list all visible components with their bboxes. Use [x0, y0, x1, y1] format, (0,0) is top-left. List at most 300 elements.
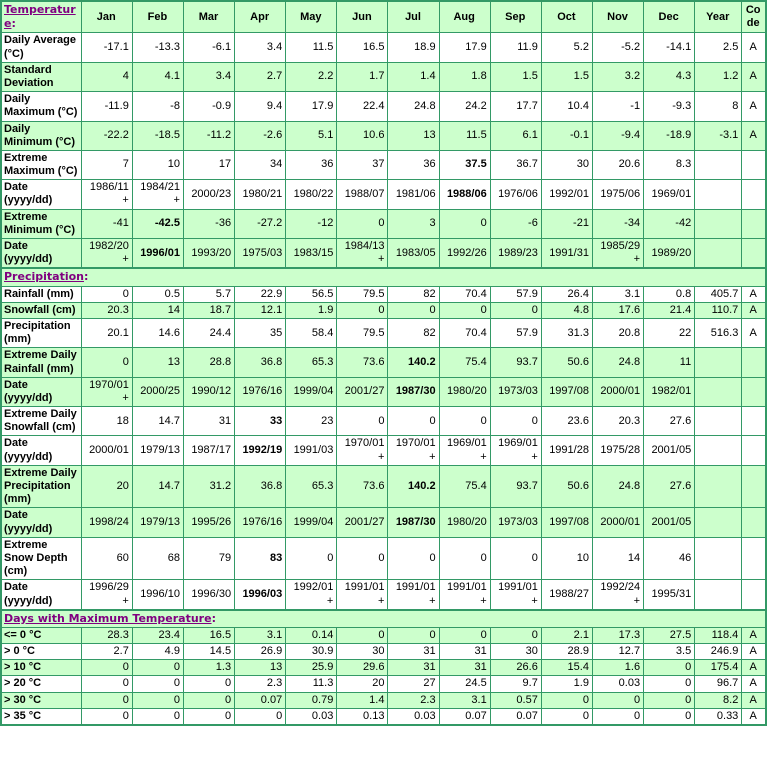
data-cell: 11.3	[286, 676, 337, 692]
data-cell: 35	[235, 318, 286, 347]
data-cell: 26.4	[541, 286, 592, 302]
data-cell: 31.3	[541, 318, 592, 347]
row-label: > 35 °C	[1, 708, 81, 725]
data-cell: 0	[81, 660, 132, 676]
data-cell: -11.9	[81, 92, 132, 121]
data-cell: 8	[695, 92, 742, 121]
table-row	[1, 627, 766, 643]
data-cell: 11.5	[286, 33, 337, 62]
row-label: Extreme Minimum (°C)	[1, 209, 81, 238]
row-label: Rainfall (mm)	[1, 286, 81, 302]
section-title-precipitation[interactable]: Precipitation	[4, 270, 84, 284]
data-cell: 22	[644, 318, 695, 347]
data-cell: 3	[388, 209, 439, 238]
data-cell: 0	[439, 407, 490, 436]
data-cell: 1991/28	[541, 436, 592, 465]
data-cell: 12.7	[592, 644, 643, 660]
row-label: Daily Minimum (°C)	[1, 121, 81, 150]
column-header-sep: Sep	[490, 1, 541, 33]
data-cell: 1992/19	[235, 436, 286, 465]
code-cell	[742, 239, 766, 269]
data-cell: 68	[132, 537, 183, 580]
section-title-days-with-maximum-temperature[interactable]: Days with Maximum Temperature	[4, 611, 212, 625]
data-cell: -42	[644, 209, 695, 238]
data-cell: 140.2	[388, 465, 439, 508]
data-cell: 24.5	[439, 676, 490, 692]
table-row	[1, 209, 766, 238]
data-cell: 1996/30	[183, 580, 234, 610]
data-cell: 9.4	[235, 92, 286, 121]
data-cell: 1979/13	[132, 436, 183, 465]
data-cell: 1985/29+	[592, 239, 643, 269]
code-cell: A	[742, 62, 766, 91]
data-cell: 18.9	[388, 33, 439, 62]
data-cell: 1987/17	[183, 436, 234, 465]
code-cell	[742, 209, 766, 238]
table-row	[1, 180, 766, 209]
row-label: Precipitation (mm)	[1, 318, 81, 347]
data-cell: 1988/07	[337, 180, 388, 209]
data-cell	[695, 537, 742, 580]
data-cell: 23.4	[132, 627, 183, 643]
table-row	[1, 708, 766, 725]
data-cell: 10.6	[337, 121, 388, 150]
code-cell: A	[742, 318, 766, 347]
data-cell	[695, 407, 742, 436]
data-cell: 0	[235, 708, 286, 725]
data-cell: 37	[337, 150, 388, 179]
data-cell: 0	[81, 708, 132, 725]
data-cell: 2.2	[286, 62, 337, 91]
data-cell: 1997/08	[541, 508, 592, 537]
data-cell: 405.7	[695, 286, 742, 302]
data-cell: 5.2	[541, 33, 592, 62]
data-cell: 0	[439, 302, 490, 318]
data-cell: -9.4	[592, 121, 643, 150]
section-header-row	[1, 1, 766, 33]
data-cell: 24.8	[592, 465, 643, 508]
data-cell: 1991/01+	[490, 580, 541, 610]
data-cell: 1993/20	[183, 239, 234, 269]
code-cell: A	[742, 33, 766, 62]
row-label: > 20 °C	[1, 676, 81, 692]
data-cell: -9.3	[644, 92, 695, 121]
code-cell: A	[742, 692, 766, 708]
data-cell: -22.2	[81, 121, 132, 150]
data-cell: 0	[337, 537, 388, 580]
data-cell: 2000/01	[592, 508, 643, 537]
data-cell: -14.1	[644, 33, 695, 62]
data-cell: 1982/20+	[81, 239, 132, 269]
data-cell: 17.9	[286, 92, 337, 121]
data-cell: 0	[183, 692, 234, 708]
data-cell: 118.4	[695, 627, 742, 643]
data-cell: 0	[286, 537, 337, 580]
data-cell: 93.7	[490, 465, 541, 508]
data-cell: 1988/27	[541, 580, 592, 610]
data-cell: 65.3	[286, 348, 337, 377]
data-cell: 73.6	[337, 348, 388, 377]
data-cell: 30.9	[286, 644, 337, 660]
table-row	[1, 436, 766, 465]
column-header-mar: Mar	[183, 1, 234, 33]
data-cell: 20.3	[81, 302, 132, 318]
data-cell: 0.5	[132, 286, 183, 302]
data-cell: 2001/27	[337, 508, 388, 537]
data-cell: 110.7	[695, 302, 742, 318]
data-cell: -11.2	[183, 121, 234, 150]
code-cell	[742, 465, 766, 508]
data-cell: 75.4	[439, 348, 490, 377]
data-cell: 58.4	[286, 318, 337, 347]
section-title-colon: :	[211, 611, 216, 625]
table-row	[1, 286, 766, 302]
column-header-year: Year	[695, 1, 742, 33]
data-cell: 1987/30	[388, 377, 439, 406]
data-cell	[695, 580, 742, 610]
data-cell: 1991/01+	[439, 580, 490, 610]
data-cell: 0	[183, 708, 234, 725]
data-cell: 17.7	[490, 92, 541, 121]
data-cell: 4.3	[644, 62, 695, 91]
data-cell: 29.6	[337, 660, 388, 676]
section-title-cell	[1, 268, 766, 286]
data-cell: -6.1	[183, 33, 234, 62]
data-cell: 16.5	[337, 33, 388, 62]
data-cell: 56.5	[286, 286, 337, 302]
data-cell: 2000/23	[183, 180, 234, 209]
section-header-row	[1, 610, 766, 628]
data-cell: 0	[592, 692, 643, 708]
data-cell	[695, 150, 742, 179]
data-cell: 36	[286, 150, 337, 179]
column-header-code: Code	[742, 1, 766, 33]
data-cell: 70.4	[439, 286, 490, 302]
data-cell: 11	[644, 348, 695, 377]
data-cell: 0	[541, 692, 592, 708]
data-cell: -18.9	[644, 121, 695, 150]
data-cell: 1.4	[388, 62, 439, 91]
data-cell: 0	[81, 286, 132, 302]
row-label: > 0 °C	[1, 644, 81, 660]
data-cell: 20	[337, 676, 388, 692]
table-row	[1, 318, 766, 347]
data-cell: 1976/06	[490, 180, 541, 209]
row-label: Daily Maximum (°C)	[1, 92, 81, 121]
data-cell: -8	[132, 92, 183, 121]
data-cell: 3.2	[592, 62, 643, 91]
column-header-jan: Jan	[81, 1, 132, 33]
data-cell: 20.6	[592, 150, 643, 179]
data-cell: 3.1	[235, 627, 286, 643]
data-cell: 79.5	[337, 318, 388, 347]
data-cell: 2001/05	[644, 508, 695, 537]
row-label: Snowfall (cm)	[1, 302, 81, 318]
data-cell: 5.1	[286, 121, 337, 150]
data-cell: 2001/27	[337, 377, 388, 406]
row-label: Extreme Daily Precipitation (mm)	[1, 465, 81, 508]
data-cell: 10.4	[541, 92, 592, 121]
data-cell: 1.4	[337, 692, 388, 708]
row-label: Date (yyyy/dd)	[1, 377, 81, 406]
data-cell: 24.8	[388, 92, 439, 121]
data-cell: 0	[337, 407, 388, 436]
data-cell: 1995/26	[183, 508, 234, 537]
table-row	[1, 302, 766, 318]
column-header-nov: Nov	[592, 1, 643, 33]
data-cell: 1.3	[183, 660, 234, 676]
section-header-row	[1, 268, 766, 286]
data-cell: 5.7	[183, 286, 234, 302]
table-row	[1, 62, 766, 91]
data-cell: 2.1	[541, 627, 592, 643]
table-row	[1, 121, 766, 150]
data-cell: 1989/23	[490, 239, 541, 269]
data-cell: 1999/04	[286, 377, 337, 406]
code-cell: A	[742, 286, 766, 302]
data-cell: 1992/01+	[286, 580, 337, 610]
row-label: Standard Deviation	[1, 62, 81, 91]
data-cell: 1998/24	[81, 508, 132, 537]
data-cell: 18	[81, 407, 132, 436]
data-cell: 96.7	[695, 676, 742, 692]
data-cell: 2.3	[235, 676, 286, 692]
data-cell: 57.9	[490, 286, 541, 302]
data-cell: 1988/06	[439, 180, 490, 209]
data-cell: 0	[81, 676, 132, 692]
data-cell: 1996/10	[132, 580, 183, 610]
data-cell: -17.1	[81, 33, 132, 62]
data-cell: -6	[490, 209, 541, 238]
row-label: Date (yyyy/dd)	[1, 508, 81, 537]
data-cell: 46	[644, 537, 695, 580]
data-cell: 27.5	[644, 627, 695, 643]
data-cell: 1.8	[439, 62, 490, 91]
data-cell: 36.8	[235, 348, 286, 377]
data-cell: 0.33	[695, 708, 742, 725]
data-cell: 0	[81, 692, 132, 708]
row-label: Extreme Maximum (°C)	[1, 150, 81, 179]
data-cell: 14.7	[132, 465, 183, 508]
data-cell	[695, 180, 742, 209]
data-cell: 516.3	[695, 318, 742, 347]
row-label: Extreme Daily Snowfall (cm)	[1, 407, 81, 436]
table-row	[1, 537, 766, 580]
data-cell: 1992/26	[439, 239, 490, 269]
data-cell: 13	[235, 660, 286, 676]
data-cell: 17.6	[592, 302, 643, 318]
data-cell: 3.1	[592, 286, 643, 302]
data-cell: -27.2	[235, 209, 286, 238]
code-cell: A	[742, 660, 766, 676]
data-cell: 9.7	[490, 676, 541, 692]
data-cell: 23	[286, 407, 337, 436]
data-cell: 0	[644, 708, 695, 725]
table-row	[1, 508, 766, 537]
column-header-jun: Jun	[337, 1, 388, 33]
data-cell: 1.7	[337, 62, 388, 91]
data-cell	[695, 209, 742, 238]
data-cell: 20	[81, 465, 132, 508]
data-cell: 0	[81, 348, 132, 377]
data-cell: 2.7	[235, 62, 286, 91]
data-cell: 7	[81, 150, 132, 179]
table-row	[1, 348, 766, 377]
data-cell: 31.2	[183, 465, 234, 508]
data-cell	[695, 465, 742, 508]
data-cell: 1975/28	[592, 436, 643, 465]
row-label: Daily Average (°C)	[1, 33, 81, 62]
data-cell: 31	[388, 644, 439, 660]
code-cell: A	[742, 676, 766, 692]
data-cell: 24.8	[592, 348, 643, 377]
data-cell: 1969/01+	[439, 436, 490, 465]
data-cell: 30	[541, 150, 592, 179]
data-cell: 1.9	[541, 676, 592, 692]
row-label: Date (yyyy/dd)	[1, 580, 81, 610]
data-cell: 82	[388, 286, 439, 302]
data-cell: 26.6	[490, 660, 541, 676]
data-cell: -36	[183, 209, 234, 238]
data-cell: -18.5	[132, 121, 183, 150]
data-cell: 31	[183, 407, 234, 436]
data-cell: -21	[541, 209, 592, 238]
data-cell: 31	[388, 660, 439, 676]
data-cell: 1982/01	[644, 377, 695, 406]
row-label: Extreme Daily Rainfall (mm)	[1, 348, 81, 377]
column-header-oct: Oct	[541, 1, 592, 33]
data-cell: 3.5	[644, 644, 695, 660]
data-cell: 11.9	[490, 33, 541, 62]
data-cell: 4	[81, 62, 132, 91]
data-cell: 3.4	[183, 62, 234, 91]
data-cell: -1	[592, 92, 643, 121]
data-cell: 1995/31	[644, 580, 695, 610]
data-cell: 0	[490, 407, 541, 436]
data-cell: 1999/04	[286, 508, 337, 537]
data-cell: 1973/03	[490, 508, 541, 537]
code-cell: A	[742, 627, 766, 643]
section-title-colon: :	[11, 17, 16, 31]
data-cell: -41	[81, 209, 132, 238]
data-cell: 75.4	[439, 465, 490, 508]
data-cell: 0	[388, 537, 439, 580]
data-cell: 0	[132, 660, 183, 676]
data-cell: 28.9	[541, 644, 592, 660]
data-cell	[695, 348, 742, 377]
row-label: Date (yyyy/dd)	[1, 180, 81, 209]
table-row	[1, 33, 766, 62]
section-title-temperature[interactable]: Temperature	[4, 3, 76, 31]
data-cell: 17	[183, 150, 234, 179]
data-cell: 25.9	[286, 660, 337, 676]
data-cell: 20.3	[592, 407, 643, 436]
data-cell: 14	[132, 302, 183, 318]
data-cell: -34	[592, 209, 643, 238]
section-title-cell	[1, 610, 766, 628]
data-cell: 0	[337, 209, 388, 238]
data-cell: 8.2	[695, 692, 742, 708]
code-cell	[742, 436, 766, 465]
data-cell: 0	[644, 692, 695, 708]
data-cell: 0	[490, 537, 541, 580]
data-cell: 0.03	[286, 708, 337, 725]
data-cell: 1976/16	[235, 508, 286, 537]
data-cell: 1975/03	[235, 239, 286, 269]
column-header-may: May	[286, 1, 337, 33]
data-cell: 1992/01	[541, 180, 592, 209]
code-cell: A	[742, 708, 766, 725]
data-cell: 0.79	[286, 692, 337, 708]
data-cell: 15.4	[541, 660, 592, 676]
data-cell: 1980/22	[286, 180, 337, 209]
data-cell: 1987/30	[388, 508, 439, 537]
data-cell: 1991/03	[286, 436, 337, 465]
data-cell: 1991/31	[541, 239, 592, 269]
data-cell: 1.9	[286, 302, 337, 318]
data-cell: 0	[439, 627, 490, 643]
data-cell: -12	[286, 209, 337, 238]
data-cell: 0	[388, 302, 439, 318]
table-row	[1, 407, 766, 436]
data-cell: 0	[132, 676, 183, 692]
data-cell: 60	[81, 537, 132, 580]
data-cell: 28.3	[81, 627, 132, 643]
data-cell: 0	[183, 676, 234, 692]
code-cell: A	[742, 302, 766, 318]
column-header-feb: Feb	[132, 1, 183, 33]
data-cell: 20.8	[592, 318, 643, 347]
data-cell: -0.9	[183, 92, 234, 121]
data-cell: 73.6	[337, 465, 388, 508]
data-cell: 50.6	[541, 465, 592, 508]
column-header-jul: Jul	[388, 1, 439, 33]
table-row	[1, 580, 766, 610]
table-row	[1, 465, 766, 508]
data-cell: -3.1	[695, 121, 742, 150]
data-cell: 1.5	[541, 62, 592, 91]
data-cell	[695, 436, 742, 465]
data-cell: 30	[490, 644, 541, 660]
data-cell: 1984/21+	[132, 180, 183, 209]
data-cell: 27.6	[644, 407, 695, 436]
code-cell	[742, 150, 766, 179]
code-cell: A	[742, 644, 766, 660]
data-cell: -5.2	[592, 33, 643, 62]
data-cell: 0.07	[490, 708, 541, 725]
data-cell: 0	[132, 708, 183, 725]
data-cell: 24.4	[183, 318, 234, 347]
section-title-colon: :	[83, 270, 89, 284]
data-cell: 31	[439, 660, 490, 676]
row-label: > 10 °C	[1, 660, 81, 676]
data-cell: 1983/15	[286, 239, 337, 269]
code-cell: A	[742, 92, 766, 121]
data-cell: 0	[644, 676, 695, 692]
data-cell	[695, 239, 742, 269]
data-cell: 23.6	[541, 407, 592, 436]
data-cell: 93.7	[490, 348, 541, 377]
data-cell: 1992/24+	[592, 580, 643, 610]
data-cell: 2000/01	[592, 377, 643, 406]
data-cell: 20.1	[81, 318, 132, 347]
data-cell: 33	[235, 407, 286, 436]
data-cell: 0	[388, 407, 439, 436]
data-cell: 0.8	[644, 286, 695, 302]
data-cell: 70.4	[439, 318, 490, 347]
data-cell: 22.4	[337, 92, 388, 121]
data-cell: 1973/03	[490, 377, 541, 406]
